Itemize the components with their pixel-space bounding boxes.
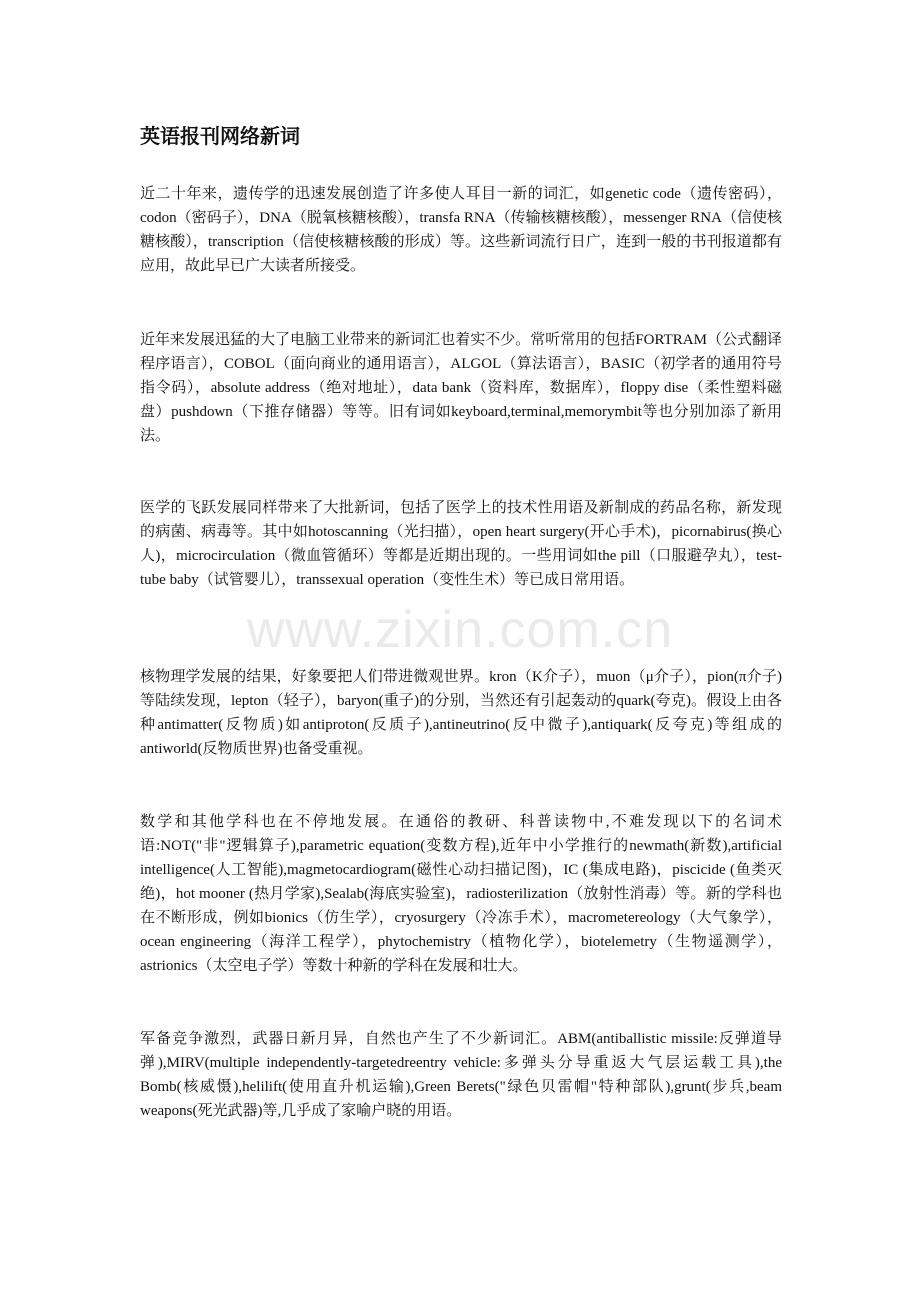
paragraph-genetics: 近二十年来，遗传学的迅速发展创造了许多使人耳目一新的词汇，如genetic code（遗传密码），codon（密码子），DNA（脱氧核糖核酸），transfa RNA（传输核糖核酸），messenger RNA（信使核糖核酸），transcription（信使核糖核酸的形成）等。这些新词流行日广，连到一般的书刊报道都有应用，故此早已广大读者所接受。 <box>140 186 782 274</box>
paragraph-military: 军备竞争激烈，武器日新月异，自然也产生了不少新词汇。ABM(antiballistic missile:反弹道导弹),MIRV(multiple independently-targetedreentry vehicle:多弹头分导重返大气层运载工具),the Bomb(核威慑),helilift(使用直升机运输),Green Berets("绿色贝雷帽"特种部队),grunt(步兵,beam weapons(死光武器)等,几乎成了家喻户晓的用语。 <box>140 1031 782 1119</box>
paragraph-medicine: 医学的飞跃发展同样带来了大批新词，包括了医学上的技术性用语及新制成的药品名称，新发现的病菌、病毒等。其中如hotoscanning（光扫描），open heart surgery(开心手术)，picornabirus(换心人)，microcirculation（微血管循环）等都是近期出现的。一些用词如the pill（口服避孕丸），test-tube baby（试管婴儿），transsexual operation（变性生术）等已成日常用语。 <box>140 500 782 588</box>
paragraph-mathematics: 数学和其他学科也在不停地发展。在通俗的教研、科普读物中,不难发现以下的名词术语:NOT("非"逻辑算子),parametric equation(变数方程),近年中小学推行的newmath(新数),artificial intelligence(人工智能),magmetocardiogram(磁性心动扫描记图)，IC (集成电路)，piscicide (鱼类灭绝)，hot mooner (热月学家),Sealab(海底实验室)，radiosterilization（放射性消毒）等。新的学科也在不断形成，例如bionics（仿生学），cryosurgery（冷冻手术），macrometereology（大气象学），ocean engineering（海洋工程学），phytochemistry（植物化学），biotelemetry（生物遥测学），astrionics（太空电子学）等数十种新的学科在发展和壮大。 <box>140 814 782 974</box>
watermark: www.zixin.com.cn <box>246 601 674 659</box>
page-title: 英语报刊网络新词 <box>140 124 300 148</box>
paragraph-nuclear-physics: 核物理学发展的结果，好象要把人们带进微观世界。kron（K介子），muon（μ介子），pion(π介子)等陆续发现，lepton（轻子），baryon(重子)的分别，当然还有引起轰动的quark(夸克)。假设上由各种antimatter(反物质)如antiproton(反质子),antineutrino(反中微子),antiquark(反夸克)等组成的antiworld(反物质世界)也备受重视。 <box>140 669 782 757</box>
paragraph-computing: 近年来发展迅猛的大了电脑工业带来的新词汇也着实不少。常听常用的包括FORTRAM（公式翻译程序语言），COBOL（面向商业的通用语言），ALGOL（算法语言），BASIC（初学者的通用符号指令码），absolute address（绝对地址），data bank（资料库，数据库），floppy dise（柔性塑料磁盘）pushdown（下推存储器）等等。旧有词如keyboard,terminal,memorymbit等也分别加添了新用法。 <box>140 332 782 444</box>
